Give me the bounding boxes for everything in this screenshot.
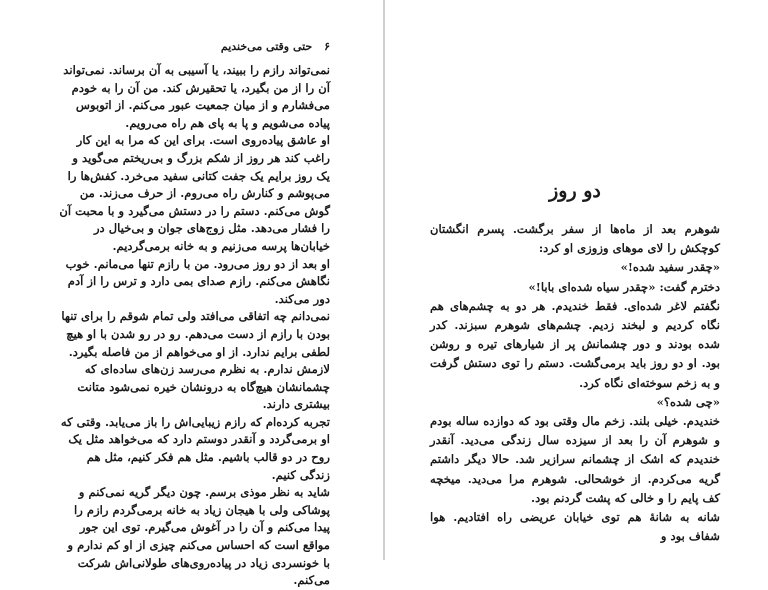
paragraph: او عاشق پیاده‌روی است. برای این که مرا به این کار راغب کند هر روز از شکم بزرگ و بی‌ریختم می‌گوید و یک روز برایم یک جفت کتانی سفید می‌خرد. کفش‌ها را می‌پوشم و کنارش راه می‌روم. از حرف می‌زند. من گوش می‌کنم. دستم را در دستش می‌گیرد و با محبت آن را فشار می‌دهد. مثل زوج‌های جوان و بی‌خیال در خیابان‌ها پرسه می‌زنیم و به خانه برمی‌گردیم. [59,133,330,253]
left-page-body [58,62,330,590]
paragraph: «چی شده؟» [656,394,720,409]
paragraph: دخترم گفت: «چقدر سیاه شده‌ای بابا!» [528,279,720,294]
paragraph: شانه به شانهٔ هم توی خیابان عریضی راه افتادیم. هوا شفاف بود و [430,510,720,544]
paragraph: «چقدر سفید شده!» [620,260,720,275]
paragraph: شاید به نظر موذی برسم. چون دیگر گریه نمی‌کنم و پوشاکی ولی با هیجان زیاد به خانه برمی‌گردم رازم را پیدا می‌کنم و آن را در آغوش می‌گیرم. توی این جور مواقع است که احساس می‌کنم چیزی از او کم ندارم و با خونسردی زیاد در پیاده‌روی‌های طولانی‌اش شرکت می‌کنم. [67,485,330,588]
paragraph: نگفتم لاغر شده‌ای. فقط خندیدم. هر دو به چشم‌های هم نگاه کردیم و لبخند زدیم. چشم‌های شوهرم سبزند. کدر شده بودند و دور چشمانش پر از شیارهای تیره و روشن بود. او دو روز باید برمی‌گشت. دستم را توی دستش گرفت و به زخم سوخته‌ای نگاه کرد. [430,298,720,390]
paragraph: نمی‌دانم چه اتفاقی می‌افتد ولی تمام شوقم را برای تنها بودن با رازم از دست می‌دهم. رو در رو شدن با او هیچ لطفی برایم ندارد. از او می‌خواهم از من فاصله بگیرد. لازمش ندارم. به نظرم می‌رسد زن‌های ساده‌ای که چشمانشان هیچ‌گاه به درونشان خیره نمی‌شود متانت بیشتری دارند. [61,309,330,412]
paragraph: خندیدم. خیلی بلند. زخم مال وقتی بود که دوازده ساله بودم و شوهرم آن را بعد از سیزده سال زندگی می‌دید. آنقدر خندیدم که اشک از چشمانم سرازیر شد. حالا دیگر داشتم گریه می‌کردم. از خوشحالی. شوهرم مرا می‌دید. میخچه‌ کف پایم را و خالی که پشت گردنم بود. [430,414,720,505]
paragraph: او بعد از دو روز می‌رود. من با رازم تنها می‌مانم. خوب نگاهش می‌کنم. رازم صدای بمی دارد و ترس را از آدم دور می‌کند. [65,256,330,306]
page-number: ۶ [324,40,330,53]
paragraph: نمی‌تواند رازم را ببیند، یا آسیبی به آن برساند. نمی‌تواند آن را از من بگیرد، یا تحقیرش کند. من آن را به خودم می‌فشارم و از میان جمعیت عبور می‌کنم. از اتوبوس پیاده می‌شویم و پا به پای هم راه می‌رویم. [63,63,330,130]
paragraph: تجربه کرده‌ام که رازم زیبایی‌اش را باز می‌یابد. وقتی که او برمی‌گردد و آنقدر دوستم دارد که می‌خواهد مثل یک روح در دو قالب باشیم. مثل هم فکر کنیم، مثل هم زندگی کنیم. [60,414,330,482]
running-title: حتی وقتی می‌خندیم [220,40,313,53]
right-page-body [430,220,720,546]
chapter-title: دو روز [549,180,601,202]
paragraph: شوهرم بعد از ماه‌ها از سفر برگشت. پسرم انگشتان کوچکش را لای موهای وزوزی او کرد: [430,222,720,256]
